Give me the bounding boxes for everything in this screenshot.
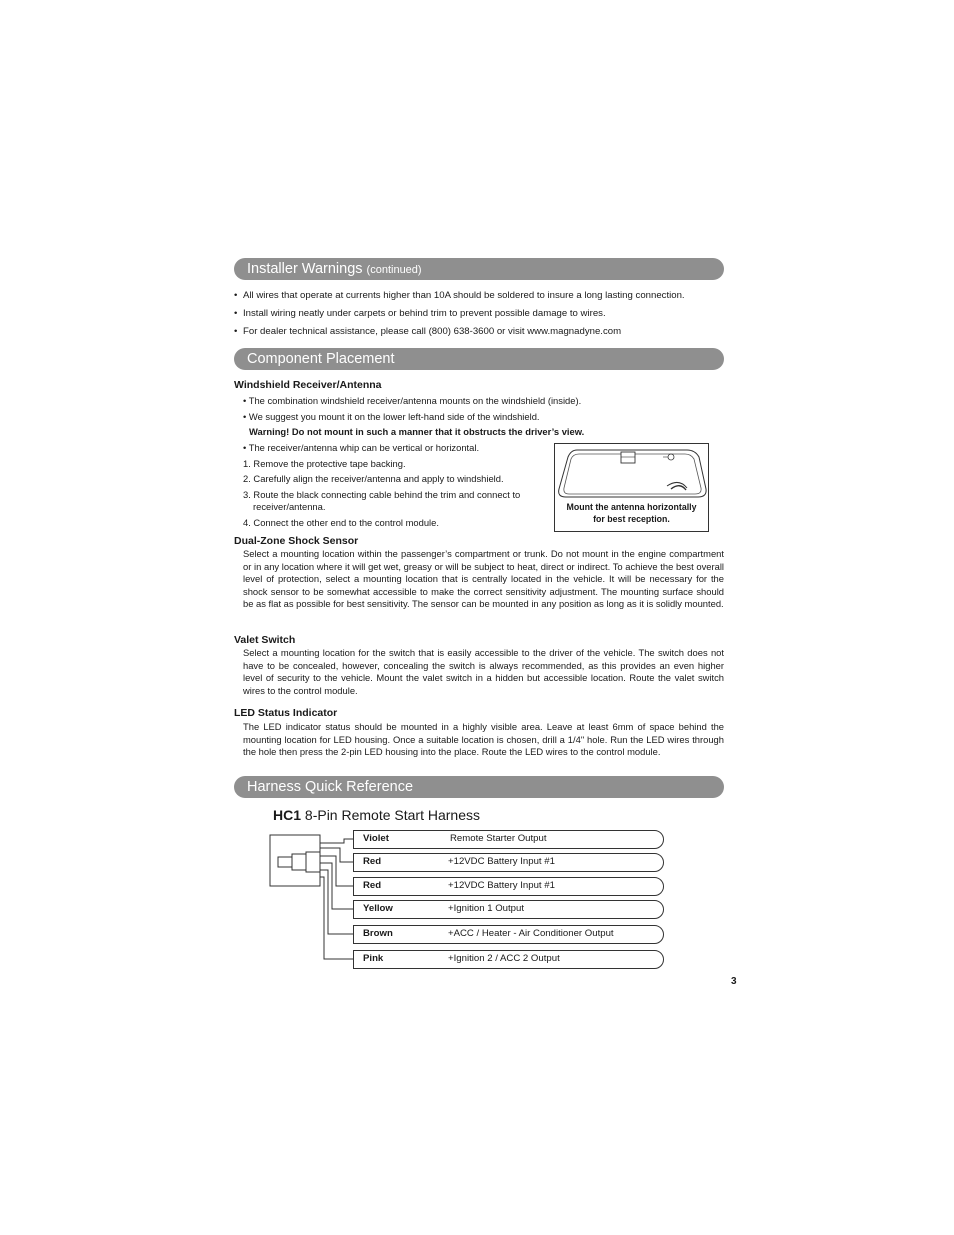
windshield-warning: Warning! Do not mount in such a manner that it obstructs the driver’s view.	[249, 426, 585, 437]
windshield-step-1: 1. Remove the protective tape backing.	[243, 458, 406, 469]
windshield-bullet-2: • We suggest you mount it on the lower left-hand side of the windshield.	[243, 411, 540, 422]
wire-row	[353, 950, 664, 969]
wire-color: Pink	[363, 953, 384, 964]
installer-warnings-list	[234, 287, 734, 341]
led-indicator-text: The LED indicator status should be mounted in a highly visible area. Leave at least 6mm of space behind the mounting location for LED housing. Once a suitable location is chosen, drill a 1/4" hole. Run the LED wires through the hole then press the 2-pin LED housing into the place. Route the LED wires to the control module.	[243, 721, 724, 757]
section-title-suffix: (continued)	[366, 264, 422, 276]
wire-color: Red	[363, 856, 382, 867]
wire-row	[353, 925, 664, 944]
windshield-illustration	[555, 444, 708, 502]
windshield-step-3: 3. Route the black connecting cable behind the trim and connect to	[243, 489, 521, 500]
section-header-installer-warnings	[234, 258, 724, 280]
wire-row	[353, 830, 664, 849]
page-number: 3	[731, 976, 737, 987]
wire-function: +ACC / Heater - Air Conditioner Output	[448, 928, 614, 939]
section-title: Installer Warnings	[247, 261, 363, 277]
wire-color: Red	[363, 880, 382, 891]
windshield-step-4: 4. Connect the other end to the control module.	[243, 517, 439, 528]
antenna-figure	[554, 443, 709, 532]
section-title: Component Placement	[247, 351, 395, 367]
wire-color: Yellow	[363, 903, 393, 914]
list-item: • For dealer technical assistance, please call (800) 638-3600 or visit www.magnadyne.com	[234, 323, 734, 341]
figure-caption-line: Mount the antenna horizontally	[566, 502, 697, 512]
wire-row	[353, 900, 664, 919]
harness-name: 8-Pin Remote Start Harness	[304, 807, 480, 823]
figure-caption	[555, 501, 708, 525]
valet-switch-text: Select a mounting location for the switch that is easily accessible to the driver of the vehicle. The switch does not have to be concealed, however, concealing the switch is always recommended, as this provides an even higher level of security to the vehicle. Mount the valet switch in a hidden but accessible location. Route the valet switch wires to the control module.	[243, 647, 724, 696]
shock-sensor-heading: Dual-Zone Shock Sensor	[234, 535, 359, 547]
windshield-step-3-cont: receiver/antenna.	[253, 501, 326, 512]
windshield-bullet-3: • The receiver/antenna whip can be vertical or horizontal.	[243, 442, 480, 453]
harness-title	[273, 807, 480, 823]
wire-function: +Ignition 2 / ACC 2 Output	[448, 953, 560, 964]
list-item: • Install wiring neatly under carpets or behind trim to prevent possible damage to wires.	[234, 305, 734, 323]
harness-code: HC1	[273, 807, 302, 823]
list-item: • All wires that operate at currents higher than 10A should be soldered to insure a long lasting connection.	[234, 287, 734, 305]
section-header-harness	[234, 776, 724, 798]
windshield-step-2: 2. Carefully align the receiver/antenna and apply to windshield.	[243, 473, 504, 484]
section-title: Harness Quick Reference	[247, 779, 414, 795]
led-indicator-heading: LED Status Indicator	[234, 707, 338, 719]
valet-switch-heading: Valet Switch	[234, 634, 296, 646]
wire-row	[353, 853, 664, 872]
connector-diagram	[268, 826, 358, 966]
wire-function: Remote Starter Output	[450, 833, 547, 844]
wire-color: Brown	[363, 928, 393, 939]
windshield-heading: Windshield Receiver/Antenna	[234, 379, 382, 391]
windshield-bullet-1: • The combination windshield receiver/antenna mounts on the windshield (inside).	[243, 395, 582, 406]
wire-function: +12VDC Battery Input #1	[448, 880, 555, 891]
wire-row	[353, 877, 664, 896]
wire-function: +Ignition 1 Output	[448, 903, 525, 914]
wire-color: Violet	[363, 833, 389, 844]
section-header-component-placement	[234, 348, 724, 370]
shock-sensor-text: Select a mounting location within the passenger’s compartment or trunk. Do not mount in the engine compartment or in any location where it will get wet, greasy or will be subject to heat, direct or indirect. To achieve the best overall level of protection, select a mounting location that is centrally located in the vehicle. It will be necessary for the shock sensor to be somewhat accessible to make the correct sensitivity adjustment. The mounting surface should be as flat as possible for best sensitivity. The sensor can be mounted in any position as long as it is solidly mounted.	[243, 548, 724, 609]
figure-caption-line: for best reception.	[593, 514, 670, 524]
wire-function: +12VDC Battery Input #1	[448, 856, 555, 867]
